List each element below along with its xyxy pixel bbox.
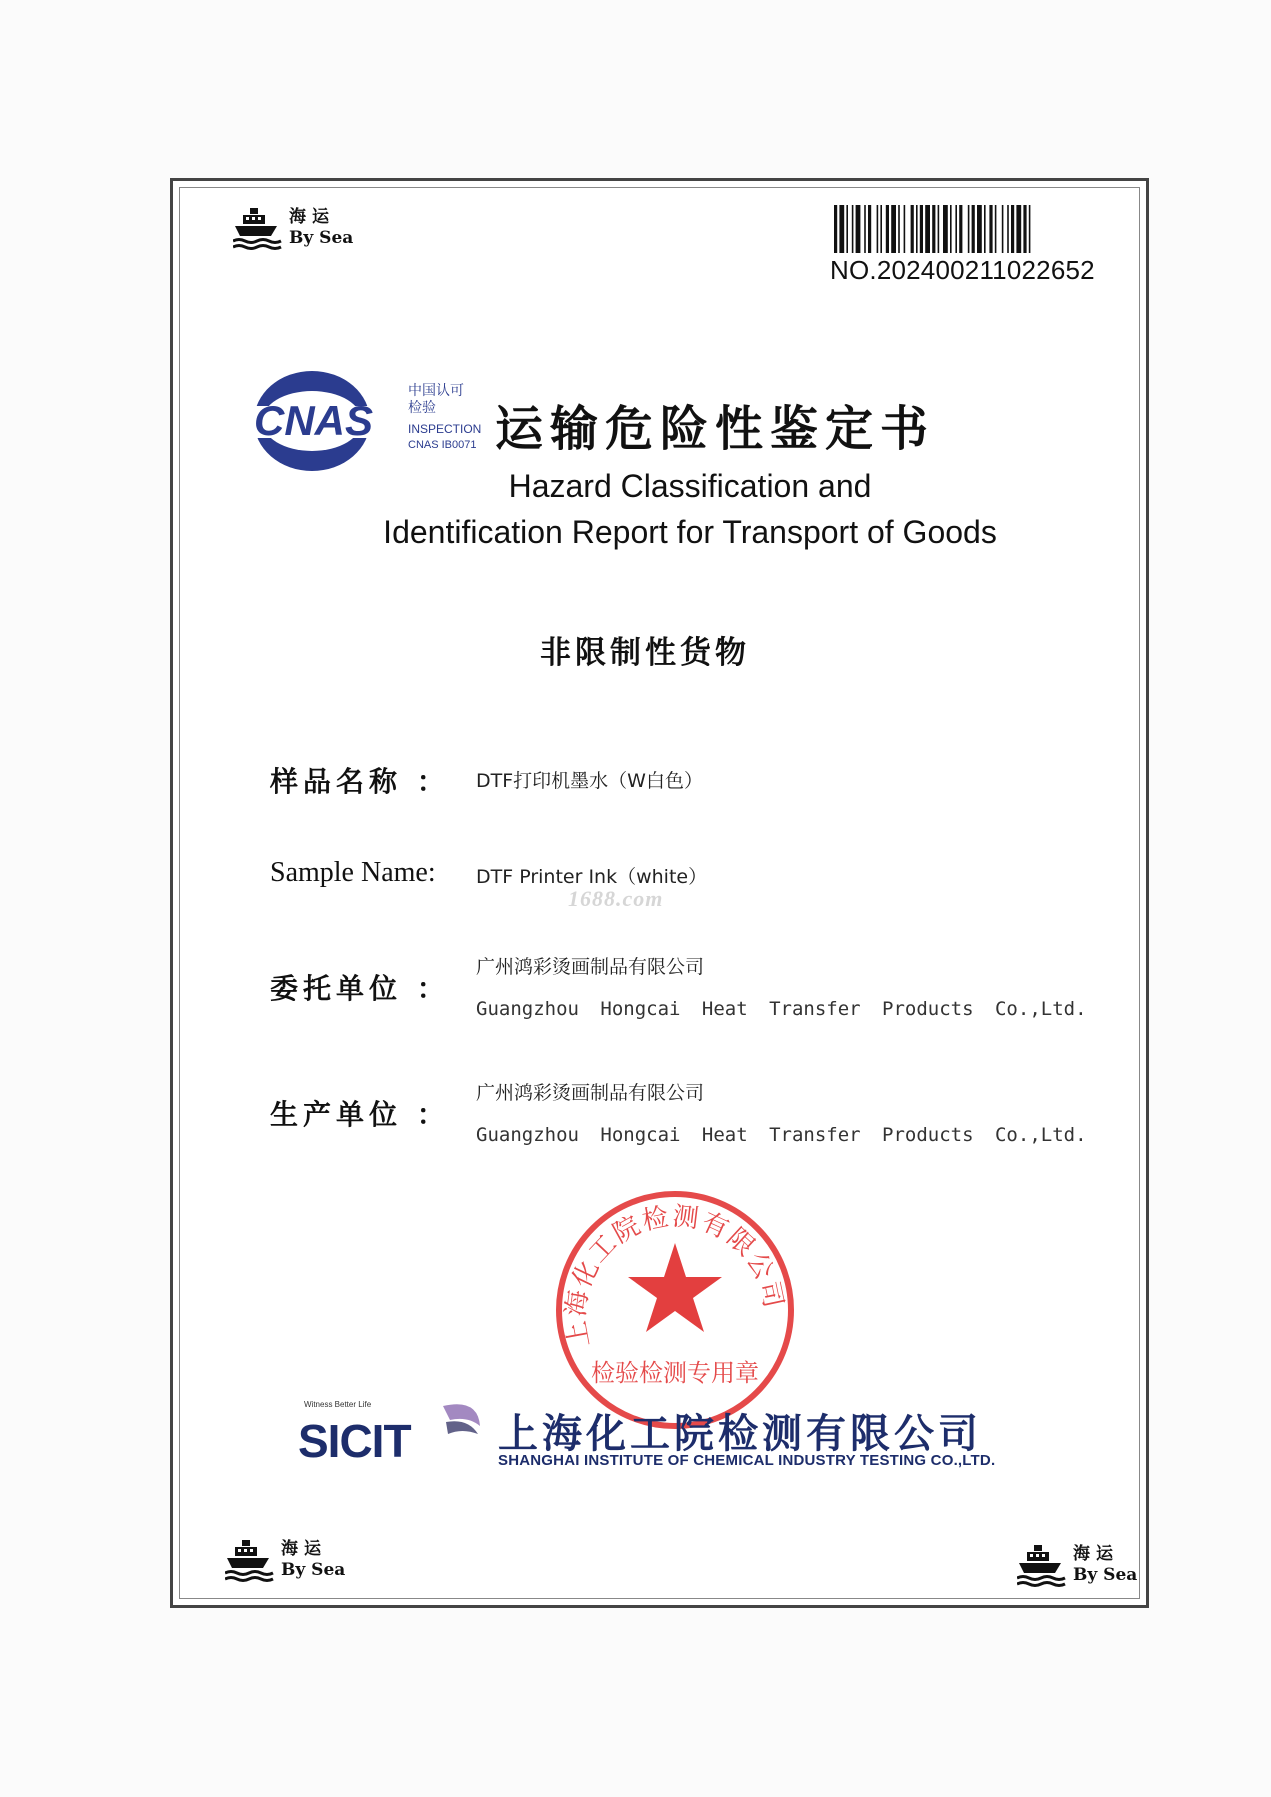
ship-icon: [1017, 1542, 1067, 1588]
cnas-cn2: 检验: [408, 400, 436, 416]
classification: 非限制性货物: [540, 635, 750, 671]
title-en-line1: Hazard Classification and: [508, 468, 872, 504]
sicit-swirl-icon: [438, 1398, 483, 1448]
seal-star: [628, 1243, 722, 1332]
client-value-en: Guangzhou Hongcai Heat Transfer Products Co.,Ltd.: [476, 998, 1087, 1020]
seal-top-text: 上海化工院检测有限公司: [561, 1201, 789, 1350]
cnas-line2: CNAS IB0071: [408, 439, 477, 451]
report-number: NO.202400211022652: [830, 255, 1095, 285]
client-label: 委托单位 ：: [270, 972, 450, 1005]
ship-icon: [225, 1537, 275, 1583]
title-en-line2: Identification Report for Transport of Goods: [383, 514, 997, 550]
sample-name-cn-value: DTF打印机墨水（W白色）: [476, 770, 703, 792]
by-sea-cn: 海运: [281, 1538, 327, 1559]
by-sea-cn: 海运: [289, 206, 335, 227]
title-cn: 运输危险性鉴定书: [495, 401, 936, 457]
sicit-logo: [298, 1398, 483, 1473]
by-sea-en: By Sea: [1073, 1565, 1138, 1585]
manufacturer-value-cn: 广州鸿彩烫画制品有限公司: [476, 1082, 705, 1104]
title-en: [300, 463, 1080, 555]
by-sea-mark-bottom-left: [225, 1537, 345, 1583]
sample-name-cn-label: 样品名称 ：: [270, 765, 450, 798]
barcode: [834, 205, 1119, 253]
cnas-word: CNAS: [254, 397, 374, 444]
red-seal: [550, 1185, 800, 1435]
cnas-line1: INSPECTION: [408, 422, 482, 436]
sample-name-en-value: DTF Printer Ink（white）: [476, 866, 708, 888]
issuer-name-en: SHANGHAI INSTITUTE OF CHEMICAL INDUSTRY TESTING CO.,LTD.: [498, 1452, 996, 1469]
by-sea-mark-bottom-right: [1017, 1542, 1137, 1588]
sample-name-en-label: Sample Name:: [270, 857, 436, 888]
cnas-cn: 中国认可: [408, 383, 464, 399]
manufacturer-value-en: Guangzhou Hongcai Heat Transfer Products Co.,Ltd.: [476, 1124, 1087, 1146]
seal-bottom-text: 检验检测专用章: [591, 1359, 759, 1387]
watermark: 1688.com: [568, 886, 664, 911]
barcode-block: [830, 205, 1125, 286]
sicit-word: SICIT: [298, 1415, 411, 1467]
by-sea-mark-top-left: [233, 205, 353, 251]
by-sea-cn: 海运: [1073, 1543, 1119, 1564]
client-value-cn: 广州鸿彩烫画制品有限公司: [476, 956, 705, 978]
ship-icon: [233, 205, 283, 251]
by-sea-en: By Sea: [289, 228, 354, 248]
issuer-name-cn: 上海化工院检测有限公司: [498, 1411, 982, 1457]
manufacturer-label: 生产单位 ：: [270, 1098, 450, 1131]
sicit-tagline: Witness Better Life: [304, 1400, 372, 1409]
cnas-logo: [250, 364, 490, 479]
by-sea-en: By Sea: [281, 1560, 346, 1580]
